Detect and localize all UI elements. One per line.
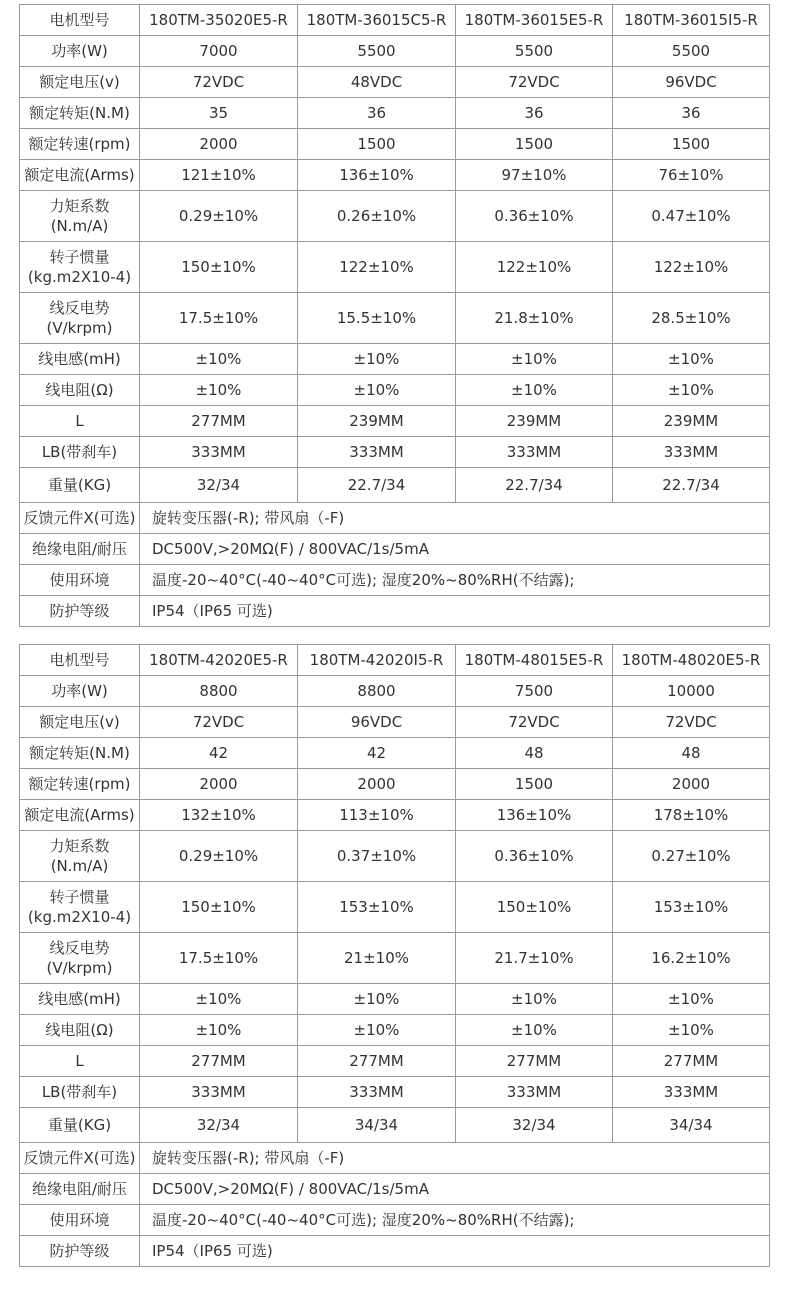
row-label-line1: 力矩系数 <box>49 837 110 855</box>
shared-value-cell: 温度-20~40°C(-40~40°C可选); 湿度20%~80%RH(不结露); <box>140 1205 770 1236</box>
row-label-line2: (N.m/A) <box>50 857 109 875</box>
row-label: 电机型号 <box>20 5 140 36</box>
value-cell: 22.7/34 <box>456 468 613 503</box>
shared-value-cell: 温度-20~40°C(-40~40°C可选); 湿度20%~80%RH(不结露); <box>140 565 770 596</box>
value-cell: ±10% <box>456 375 613 406</box>
row-label: 重量(KG) <box>20 468 140 503</box>
value-cell: 121±10% <box>140 160 298 191</box>
value-cell: 32/34 <box>456 1108 613 1143</box>
value-cell: 42 <box>140 738 298 769</box>
row-label-line2: (kg.m2X10-4) <box>27 268 132 286</box>
row-label: 防护等级 <box>20 596 140 627</box>
table-row <box>20 800 770 831</box>
table-row <box>20 468 770 503</box>
value-cell: ±10% <box>456 1015 613 1046</box>
row-label: 功率(W) <box>20 36 140 67</box>
row-label: 重量(KG) <box>20 1108 140 1143</box>
value-cell: 333MM <box>298 1077 456 1108</box>
value-cell: ±10% <box>298 984 456 1015</box>
value-cell: 76±10% <box>613 160 770 191</box>
value-cell: 153±10% <box>298 882 456 933</box>
value-cell: 333MM <box>456 437 613 468</box>
table-row <box>20 406 770 437</box>
value-cell: 136±10% <box>456 800 613 831</box>
value-cell: 0.37±10% <box>298 831 456 882</box>
table-row <box>20 242 770 293</box>
table-row <box>20 676 770 707</box>
row-label: 电机型号 <box>20 645 140 676</box>
value-cell: 0.26±10% <box>298 191 456 242</box>
shared-value-cell: 旋转变压器(-R); 带风扇（-F) <box>140 1143 770 1174</box>
shared-value-cell: IP54（IP65 可选) <box>140 596 770 627</box>
row-label: 额定转速(rpm) <box>20 769 140 800</box>
row-label: 绝缘电阻/耐压 <box>20 1174 140 1205</box>
row-label: 额定电流(Arms) <box>20 800 140 831</box>
value-cell: 42 <box>298 738 456 769</box>
value-cell: 72VDC <box>456 707 613 738</box>
value-cell: 48 <box>456 738 613 769</box>
table-row <box>20 1108 770 1143</box>
value-cell: 8800 <box>140 676 298 707</box>
value-cell: 239MM <box>298 406 456 437</box>
value-cell: 277MM <box>140 406 298 437</box>
row-label <box>20 191 140 242</box>
value-cell: 10000 <box>613 676 770 707</box>
model-name-cell: 180TM-36015E5-R <box>456 5 613 36</box>
value-cell: 0.29±10% <box>140 831 298 882</box>
value-cell: 21.8±10% <box>456 293 613 344</box>
value-cell: 8800 <box>298 676 456 707</box>
model-name-cell: 180TM-48015E5-R <box>456 645 613 676</box>
value-cell: 239MM <box>456 406 613 437</box>
value-cell: 48 <box>613 738 770 769</box>
value-cell: 153±10% <box>613 882 770 933</box>
table-row <box>20 1205 770 1236</box>
value-cell: 34/34 <box>613 1108 770 1143</box>
value-cell: 277MM <box>613 1046 770 1077</box>
row-label: 防护等级 <box>20 1236 140 1267</box>
shared-value-cell: DC500V,>20MΩ(F) / 800VAC/1s/5mA <box>140 1174 770 1205</box>
value-cell: 22.7/34 <box>298 468 456 503</box>
value-cell: 17.5±10% <box>140 933 298 984</box>
shared-value-cell: IP54（IP65 可选) <box>140 1236 770 1267</box>
shared-value-cell: 旋转变压器(-R); 带风扇（-F) <box>140 503 770 534</box>
value-cell: ±10% <box>613 375 770 406</box>
model-name-cell: 180TM-36015I5-R <box>613 5 770 36</box>
value-cell: 113±10% <box>298 800 456 831</box>
row-label <box>20 882 140 933</box>
row-label-line2: (N.m/A) <box>50 217 109 235</box>
table-row <box>20 645 770 676</box>
value-cell: 0.29±10% <box>140 191 298 242</box>
row-label: 额定电压(v) <box>20 67 140 98</box>
value-cell: 277MM <box>298 1046 456 1077</box>
value-cell: 36 <box>456 98 613 129</box>
value-cell: 1500 <box>456 129 613 160</box>
table-row <box>20 1046 770 1077</box>
value-cell: 132±10% <box>140 800 298 831</box>
value-cell: 35 <box>140 98 298 129</box>
table-row <box>20 1174 770 1205</box>
table-row <box>20 1143 770 1174</box>
value-cell: 333MM <box>613 437 770 468</box>
value-cell: ±10% <box>140 344 298 375</box>
table-row <box>20 36 770 67</box>
value-cell: 2000 <box>298 769 456 800</box>
table-row <box>20 129 770 160</box>
value-cell: 277MM <box>456 1046 613 1077</box>
table-row <box>20 293 770 344</box>
row-label-line1: 转子惯量 <box>49 888 110 906</box>
table-row <box>20 984 770 1015</box>
value-cell: 333MM <box>298 437 456 468</box>
value-cell: ±10% <box>456 984 613 1015</box>
value-cell: ±10% <box>613 984 770 1015</box>
value-cell: 0.27±10% <box>613 831 770 882</box>
value-cell: 21.7±10% <box>456 933 613 984</box>
value-cell: 5500 <box>456 36 613 67</box>
row-label <box>20 831 140 882</box>
table-row <box>20 882 770 933</box>
value-cell: 333MM <box>456 1077 613 1108</box>
value-cell: 7000 <box>140 36 298 67</box>
value-cell: 122±10% <box>613 242 770 293</box>
table-row <box>20 98 770 129</box>
value-cell: 2000 <box>140 769 298 800</box>
table-row <box>20 5 770 36</box>
table-row <box>20 437 770 468</box>
value-cell: 32/34 <box>140 468 298 503</box>
value-cell: 16.2±10% <box>613 933 770 984</box>
value-cell: 150±10% <box>140 242 298 293</box>
value-cell: 1500 <box>298 129 456 160</box>
value-cell: 5500 <box>613 36 770 67</box>
value-cell: 96VDC <box>613 67 770 98</box>
value-cell: 239MM <box>613 406 770 437</box>
row-label: 额定转矩(N.M) <box>20 98 140 129</box>
row-label: 线电感(mH) <box>20 984 140 1015</box>
row-label-line1: 线反电势 <box>49 939 110 957</box>
value-cell: 72VDC <box>613 707 770 738</box>
value-cell: 96VDC <box>298 707 456 738</box>
table-row <box>20 191 770 242</box>
row-label: 线电感(mH) <box>20 344 140 375</box>
value-cell: ±10% <box>456 344 613 375</box>
value-cell: 333MM <box>140 437 298 468</box>
value-cell: 2000 <box>613 769 770 800</box>
row-label <box>20 293 140 344</box>
row-label: 额定电压(v) <box>20 707 140 738</box>
model-name-cell: 180TM-42020I5-R <box>298 645 456 676</box>
row-label: 额定转速(rpm) <box>20 129 140 160</box>
table-row <box>20 933 770 984</box>
row-label: 线电阻(Ω) <box>20 375 140 406</box>
value-cell: ±10% <box>613 344 770 375</box>
row-label <box>20 242 140 293</box>
value-cell: 178±10% <box>613 800 770 831</box>
table-row <box>20 769 770 800</box>
row-label: 反馈元件X(可选) <box>20 1143 140 1174</box>
row-label: 使用环境 <box>20 1205 140 1236</box>
row-label: 反馈元件X(可选) <box>20 503 140 534</box>
value-cell: 333MM <box>613 1077 770 1108</box>
row-label: 使用环境 <box>20 565 140 596</box>
value-cell: ±10% <box>140 1015 298 1046</box>
table-row <box>20 738 770 769</box>
value-cell: 0.36±10% <box>456 191 613 242</box>
model-name-cell: 180TM-36015C5-R <box>298 5 456 36</box>
row-label: LB(带刹车) <box>20 437 140 468</box>
table-row <box>20 344 770 375</box>
value-cell: 2000 <box>140 129 298 160</box>
table-row <box>20 1236 770 1267</box>
value-cell: ±10% <box>140 984 298 1015</box>
table-row <box>20 160 770 191</box>
row-label: 绝缘电阻/耐压 <box>20 534 140 565</box>
row-label: L <box>20 406 140 437</box>
value-cell: 15.5±10% <box>298 293 456 344</box>
value-cell: 136±10% <box>298 160 456 191</box>
value-cell: ±10% <box>298 344 456 375</box>
value-cell: 72VDC <box>140 67 298 98</box>
model-name-cell: 180TM-48020E5-R <box>613 645 770 676</box>
value-cell: 1500 <box>456 769 613 800</box>
value-cell: 32/34 <box>140 1108 298 1143</box>
row-label-line1: 转子惯量 <box>49 248 110 266</box>
value-cell: 34/34 <box>298 1108 456 1143</box>
shared-value-cell: DC500V,>20MΩ(F) / 800VAC/1s/5mA <box>140 534 770 565</box>
value-cell: 36 <box>298 98 456 129</box>
table-row <box>20 707 770 738</box>
table-row <box>20 534 770 565</box>
value-cell: 333MM <box>140 1077 298 1108</box>
table-row <box>20 565 770 596</box>
table-row <box>20 596 770 627</box>
model-name-cell: 180TM-35020E5-R <box>140 5 298 36</box>
value-cell: 28.5±10% <box>613 293 770 344</box>
table-row <box>20 503 770 534</box>
table-row <box>20 1015 770 1046</box>
value-cell: 122±10% <box>456 242 613 293</box>
row-label: 功率(W) <box>20 676 140 707</box>
value-cell: 1500 <box>613 129 770 160</box>
value-cell: ±10% <box>298 375 456 406</box>
row-label <box>20 933 140 984</box>
value-cell: 48VDC <box>298 67 456 98</box>
table-row <box>20 831 770 882</box>
row-label-line2: (kg.m2X10-4) <box>27 908 132 926</box>
table-row <box>20 1077 770 1108</box>
value-cell: ±10% <box>298 1015 456 1046</box>
row-label: L <box>20 1046 140 1077</box>
value-cell: 5500 <box>298 36 456 67</box>
row-label: 额定电流(Arms) <box>20 160 140 191</box>
value-cell: 36 <box>613 98 770 129</box>
row-label: LB(带刹车) <box>20 1077 140 1108</box>
value-cell: 277MM <box>140 1046 298 1077</box>
row-label-line2: (V/krpm) <box>46 319 113 337</box>
row-label-line1: 力矩系数 <box>49 197 110 215</box>
value-cell: 72VDC <box>140 707 298 738</box>
table-row <box>20 67 770 98</box>
value-cell: 97±10% <box>456 160 613 191</box>
row-label-line2: (V/krpm) <box>46 959 113 977</box>
spec-table-2 <box>19 644 770 1267</box>
value-cell: 122±10% <box>298 242 456 293</box>
row-label: 线电阻(Ω) <box>20 1015 140 1046</box>
row-label-line1: 线反电势 <box>49 299 110 317</box>
row-label: 额定转矩(N.M) <box>20 738 140 769</box>
value-cell: 7500 <box>456 676 613 707</box>
value-cell: 21±10% <box>298 933 456 984</box>
model-name-cell: 180TM-42020E5-R <box>140 645 298 676</box>
value-cell: 150±10% <box>456 882 613 933</box>
value-cell: 17.5±10% <box>140 293 298 344</box>
value-cell: ±10% <box>613 1015 770 1046</box>
value-cell: 0.47±10% <box>613 191 770 242</box>
value-cell: 150±10% <box>140 882 298 933</box>
value-cell: 0.36±10% <box>456 831 613 882</box>
value-cell: ±10% <box>140 375 298 406</box>
value-cell: 22.7/34 <box>613 468 770 503</box>
spec-table-1 <box>19 4 770 627</box>
table-row <box>20 375 770 406</box>
value-cell: 72VDC <box>456 67 613 98</box>
